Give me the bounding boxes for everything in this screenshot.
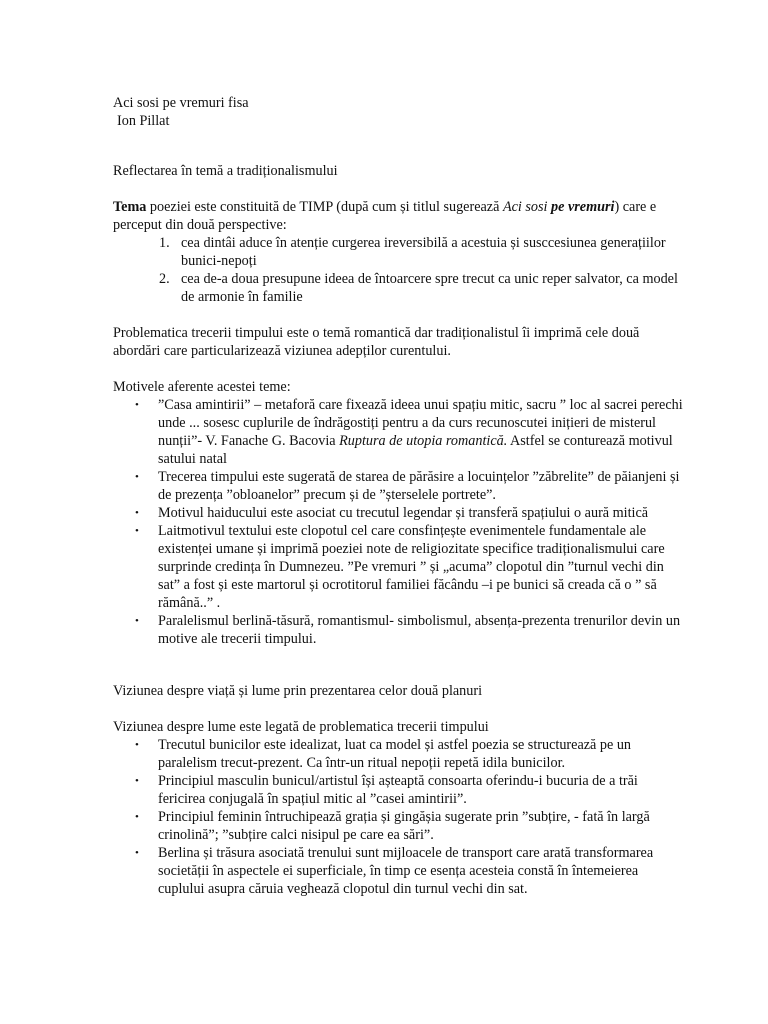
theme-text-2: ) care e perceput din două perspective:	[113, 199, 657, 233]
list-item-text: Trecerea timpului este sugerată de starea de părăsire a locuințelor ”zăbrelite” de păianjeni și de prezența ”obloanelor” precum și de ”șterselele portrete”.	[158, 469, 680, 503]
list-item-text: Trecutul bunicilor este idealizat, luat ca model și astfel poezia se structurează pe un paralelism trecut-prezent. Ca într-un ritual nepoții repetă idila bunicilor.	[158, 737, 632, 771]
list-number: 1.	[159, 235, 170, 251]
list-number: 2.	[159, 271, 170, 287]
list-item-text: Paralelismul berlină-tăsură, romantismul- simbolismul, absența-prezenta trenurilor devin un motive ale trecerii timpului.	[158, 613, 681, 647]
list-item	[113, 270, 688, 306]
list-item	[113, 468, 688, 504]
bullet-icon: •	[135, 615, 139, 627]
list-item-text: Berlina și trăsura asociată trenului sunt mijloacele de transport care arată transformarea societății în aspectele ei superficiale, în timp ce esența acesteia constă în întemeierea cuplului asupra căruia veghează clopotul din turnul vechi din sat.	[158, 845, 654, 897]
list-item	[113, 522, 688, 612]
bullet-icon: •	[135, 525, 139, 537]
motif-casa-text: ”Casa amintirii” – metaforă care fixează ideea unui spațiu mitic, sacru ” loc al sacrei perechi unde ... sosesc cuplurile de îndrăgostiți pentru a da curs recunoscutei inițieri de misterul nunții”- V. Fanache G. Bacovia	[158, 397, 683, 449]
motif-casa-italic: Ruptura de utopia romantică.	[339, 433, 508, 449]
list-item	[113, 736, 688, 772]
theme-label: Tema	[113, 199, 147, 215]
motifs-list	[113, 396, 688, 648]
list-item-text: Laitmotivul textului este clopotul cel care consfințește evenimentele fundamentale ale existenței umane și imprimă poeziei note de religiozitate specifice tradiționalismului care surprinde credința în Dumnezeu. ”Pe vremuri ” și „acuma” clopotul din ”turnul vechi din sat” a fost și este martorul și ocrotitorul familiei făcându –i pe bunici să creada că o ” să rămână..” .	[158, 523, 665, 611]
list-item-text: Principiul masculin bunicul/artistul își așteaptă consoarta oferindu-i bucuria de a trăi fericirea conjugală în spațiul mitic al ”casei amintirii”.	[158, 773, 638, 807]
bullet-icon: •	[135, 399, 139, 411]
bullet-icon: •	[135, 847, 139, 859]
list-item	[113, 396, 688, 468]
list-item	[113, 234, 688, 270]
list-item-text: cea de-a doua presupune ideea de întoarcere spre trecut ca unic reper salvator, ca model de armonie în familie	[181, 271, 678, 305]
bullet-icon: •	[135, 775, 139, 787]
theme-paragraph	[113, 198, 688, 234]
bullet-icon: •	[135, 471, 139, 483]
list-item	[113, 844, 688, 898]
document-author: Ion Pillat	[117, 113, 170, 129]
bullet-icon: •	[135, 739, 139, 751]
section-heading-tradition: Reflectarea în temă a tradiționalismului	[113, 163, 338, 179]
bullet-icon: •	[135, 507, 139, 519]
list-item-text: Motivul haiducului este asociat cu trecutul legendar și transferă spațiului o aură mitică	[158, 505, 649, 521]
poem-title-bold-italic: pe vremuri	[551, 199, 615, 215]
vision-list	[113, 736, 688, 898]
poem-title-italic: Aci sosi	[502, 199, 552, 215]
section-heading-vision: Viziunea despre viață și lume prin prezentarea celor două planuri	[113, 683, 483, 699]
list-item-text: cea dintâi aduce în atenție curgerea ireversibilă a acestuia și susccesiunea generațiilor bunici-nepoți	[181, 235, 666, 269]
list-item	[113, 612, 688, 648]
vision-intro: Viziunea despre lume este legată de problematica trecerii timpului	[113, 719, 489, 735]
document-title: Aci sosi pe vremuri fisa	[113, 95, 249, 111]
bullet-icon: •	[135, 811, 139, 823]
list-item	[113, 772, 688, 808]
motifs-heading: Motivele aferente acestei teme:	[113, 379, 291, 395]
perspectives-list	[113, 234, 688, 306]
list-item-text: Principiul feminin întruchipează grația și gingășia sugerate prin ”subțire, - fată în largă crinolină”; ”subțire calci nisipul pe care ea sări”.	[158, 809, 650, 843]
motif-casa-tail: Astfel se conturează motivul satului natal	[158, 433, 673, 467]
list-item	[113, 504, 688, 522]
theme-text-1: poeziei este constituită de TIMP (după cum și titlul sugerează	[146, 199, 503, 215]
list-item	[113, 808, 688, 844]
problem-paragraph: Problematica trecerii timpului este o temă romantică dar tradiționalistul îi imprimă cele două abordări care particularizează viziunea adepților curentului.	[113, 325, 640, 359]
